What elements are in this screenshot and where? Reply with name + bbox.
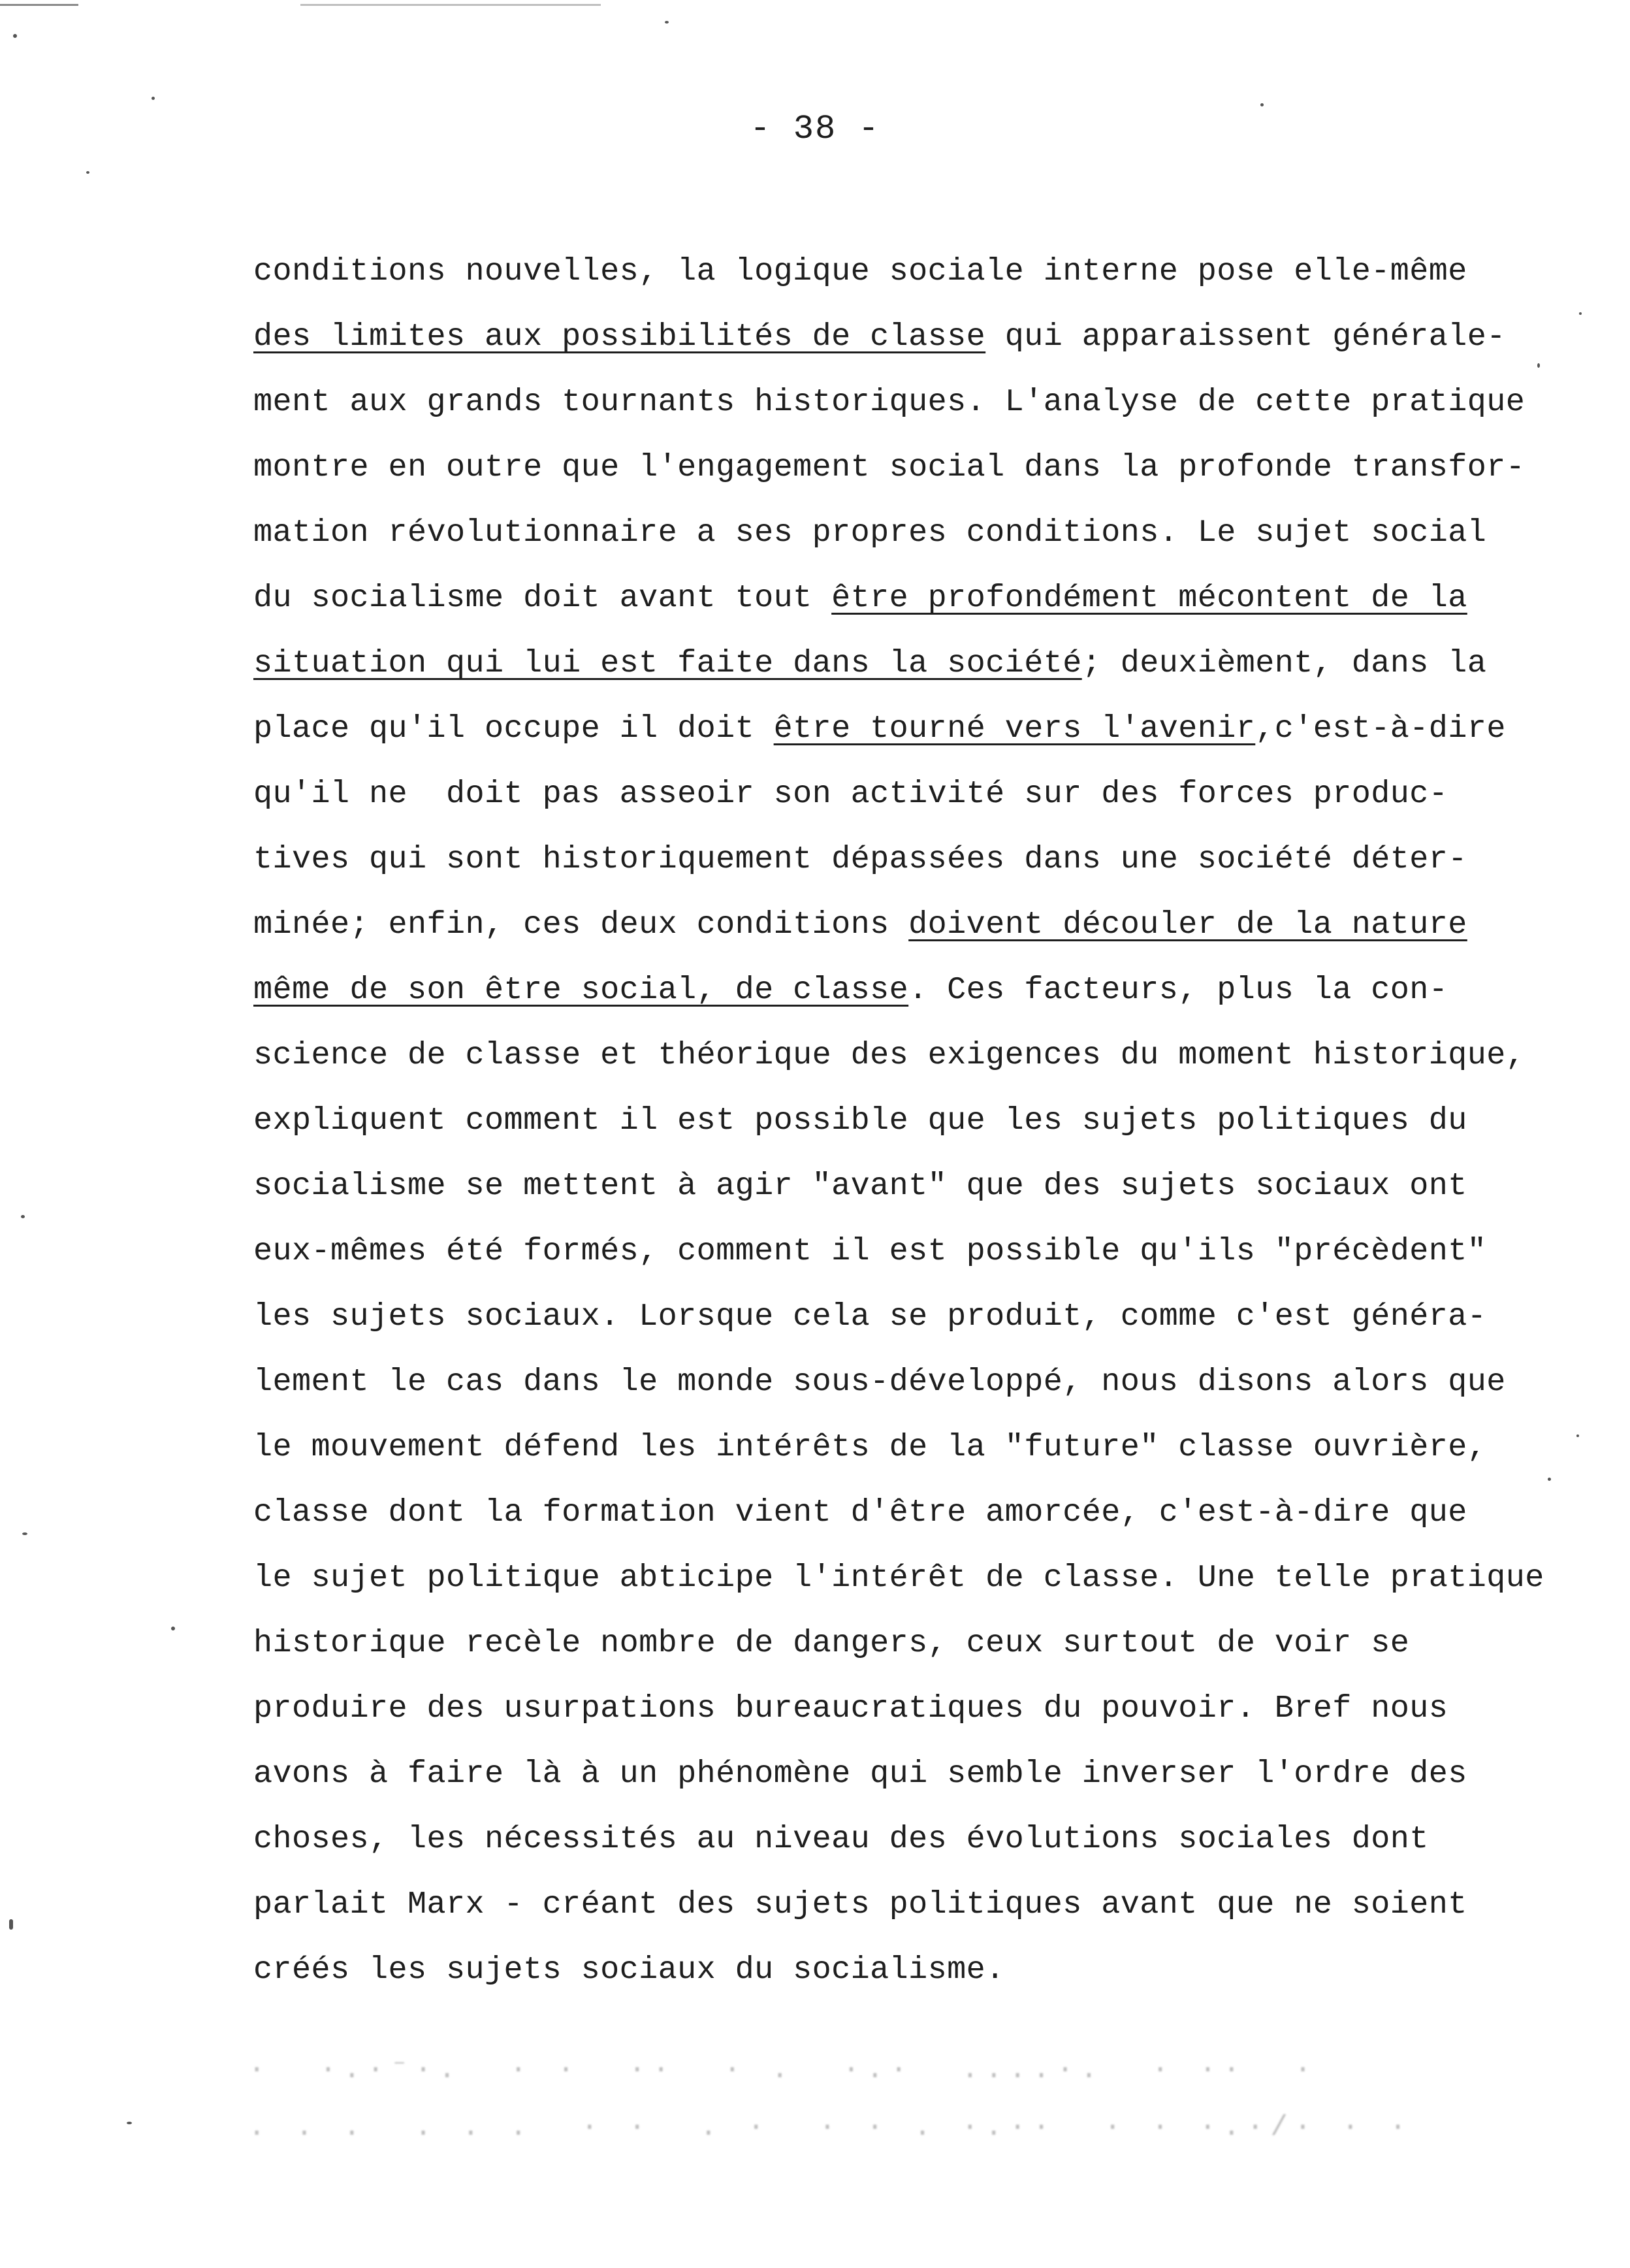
text-run: tives qui sont historiquement dépassées dans une société déter- <box>253 841 1467 877</box>
scan-speck <box>9 1919 13 1930</box>
text-line <box>253 304 1612 370</box>
text-line <box>253 1415 1612 1480</box>
underlined-phrase: être tourné vers l'avenir <box>773 711 1256 747</box>
text-run: du socialisme doit avant tout <box>253 580 832 616</box>
text-line <box>253 566 1612 631</box>
text-run: classe dont la formation vient d'être amorcée, c'est-à-dire que <box>253 1495 1467 1531</box>
scan-speck <box>1579 312 1582 315</box>
underlined-phrase: être profondément mécontent de la <box>831 580 1467 616</box>
body-text <box>253 239 1612 2003</box>
scan-speck <box>1537 363 1540 368</box>
text-run: parlait Marx - créant des sujets politiques avant que ne soient <box>253 1887 1467 1922</box>
page-number: - 38 - <box>750 110 880 148</box>
scan-speck <box>127 2122 132 2124</box>
text-run: qui apparaissent générale- <box>985 319 1506 355</box>
text-line <box>253 1937 1612 2003</box>
text-line <box>253 1219 1612 1284</box>
text-run: lement le cas dans le monde sous-développé, nous disons alors que <box>253 1364 1506 1400</box>
bleed-through-residue: . . . . . . · · . · · · . ·.·· · · ·.·/· · · <box>248 2111 1413 2144</box>
underlined-phrase: même de son être social, de classe <box>253 972 909 1008</box>
text-run: socialisme se mettent à agir "avant" que des sujets sociaux ont <box>253 1168 1467 1204</box>
text-run: ,c'est-à-dire <box>1255 711 1506 747</box>
text-run: . Ces facteurs, plus la con- <box>908 972 1448 1008</box>
text-line <box>253 1676 1612 1742</box>
scan-speck <box>86 171 89 174</box>
text-run: expliquent comment il est possible que les sujets politiques du <box>253 1103 1467 1139</box>
text-run: le sujet politique abticipe l'intérêt de classe. Une telle pratique <box>253 1560 1544 1596</box>
text-line <box>253 239 1612 304</box>
text-run: science de classe et théorique des exigences du moment historique, <box>253 1037 1526 1073</box>
bleed-through-residue: · ·.·⁻·. · · ·· · . ·.· ....·. · ·· · <box>248 2054 1318 2086</box>
text-line <box>253 1154 1612 1219</box>
text-line <box>253 827 1612 892</box>
text-run: historique recèle nombre de dangers, ceux surtout de voir se <box>253 1625 1410 1661</box>
text-run: montre en outre que l'engagement social dans la profonde transfor- <box>253 449 1526 485</box>
text-run: eux-mêmes été formés, comment il est possible qu'ils "précèdent" <box>253 1233 1487 1269</box>
scan-speck <box>152 97 155 100</box>
text-line <box>253 892 1612 958</box>
scan-speck <box>171 1627 175 1630</box>
scan-speck <box>22 1532 27 1535</box>
text-line <box>253 631 1612 696</box>
text-run: le mouvement défend les intérêts de la "future" classe ouvrière, <box>253 1429 1487 1465</box>
scan-speck <box>1260 103 1264 106</box>
text-line <box>253 1480 1612 1546</box>
text-run: qu'il ne doit pas asseoir son activité sur des forces produc- <box>253 776 1448 812</box>
text-line <box>253 1350 1612 1415</box>
text-run: les sujets sociaux. Lorsque cela se produit, comme c'est généra- <box>253 1299 1487 1335</box>
text-run: produire des usurpations bureaucratiques du pouvoir. Bref nous <box>253 1691 1448 1726</box>
text-line <box>253 1546 1612 1611</box>
text-run: choses, les nécessités au niveau des évolutions sociales dont <box>253 1821 1429 1857</box>
underlined-phrase: situation qui lui est faite dans la société <box>253 645 1082 681</box>
text-line <box>253 762 1612 827</box>
text-line <box>253 958 1612 1023</box>
text-line <box>253 696 1612 762</box>
scan-speck <box>21 1215 25 1218</box>
scan-edge-line <box>0 4 78 6</box>
scan-speck <box>13 34 17 38</box>
text-run: mation révolutionnaire a ses propres conditions. Le sujet social <box>253 515 1487 551</box>
text-line <box>253 1088 1612 1154</box>
text-run: minée; enfin, ces deux conditions <box>253 907 909 943</box>
text-run: ; deuxièment, dans la <box>1081 645 1487 681</box>
text-line <box>253 1023 1612 1088</box>
text-run: créés les sujets sociaux du socialisme. <box>253 1952 1005 1988</box>
text-line <box>253 370 1612 435</box>
text-run: avons à faire là à un phénomène qui semble inverser l'ordre des <box>253 1756 1467 1792</box>
text-line <box>253 1872 1612 1937</box>
scan-speck <box>1548 1478 1551 1481</box>
text-run: conditions nouvelles, la logique sociale interne pose elle-même <box>253 253 1467 289</box>
underlined-phrase: des limites aux possibilités de classe <box>253 319 986 355</box>
text-run: place qu'il occupe il doit <box>253 711 774 747</box>
text-run: ment aux grands tournants historiques. L'analyse de cette pratique <box>253 384 1526 420</box>
scan-speck <box>1576 1434 1579 1437</box>
text-line <box>253 1611 1612 1676</box>
text-line <box>253 1742 1612 1807</box>
text-line <box>253 1284 1612 1350</box>
underlined-phrase: doivent découler de la nature <box>908 907 1467 943</box>
text-line <box>253 435 1612 500</box>
text-line <box>253 1807 1612 1872</box>
scan-edge-line <box>300 4 601 6</box>
text-line <box>253 500 1612 566</box>
scan-speck <box>665 21 669 24</box>
